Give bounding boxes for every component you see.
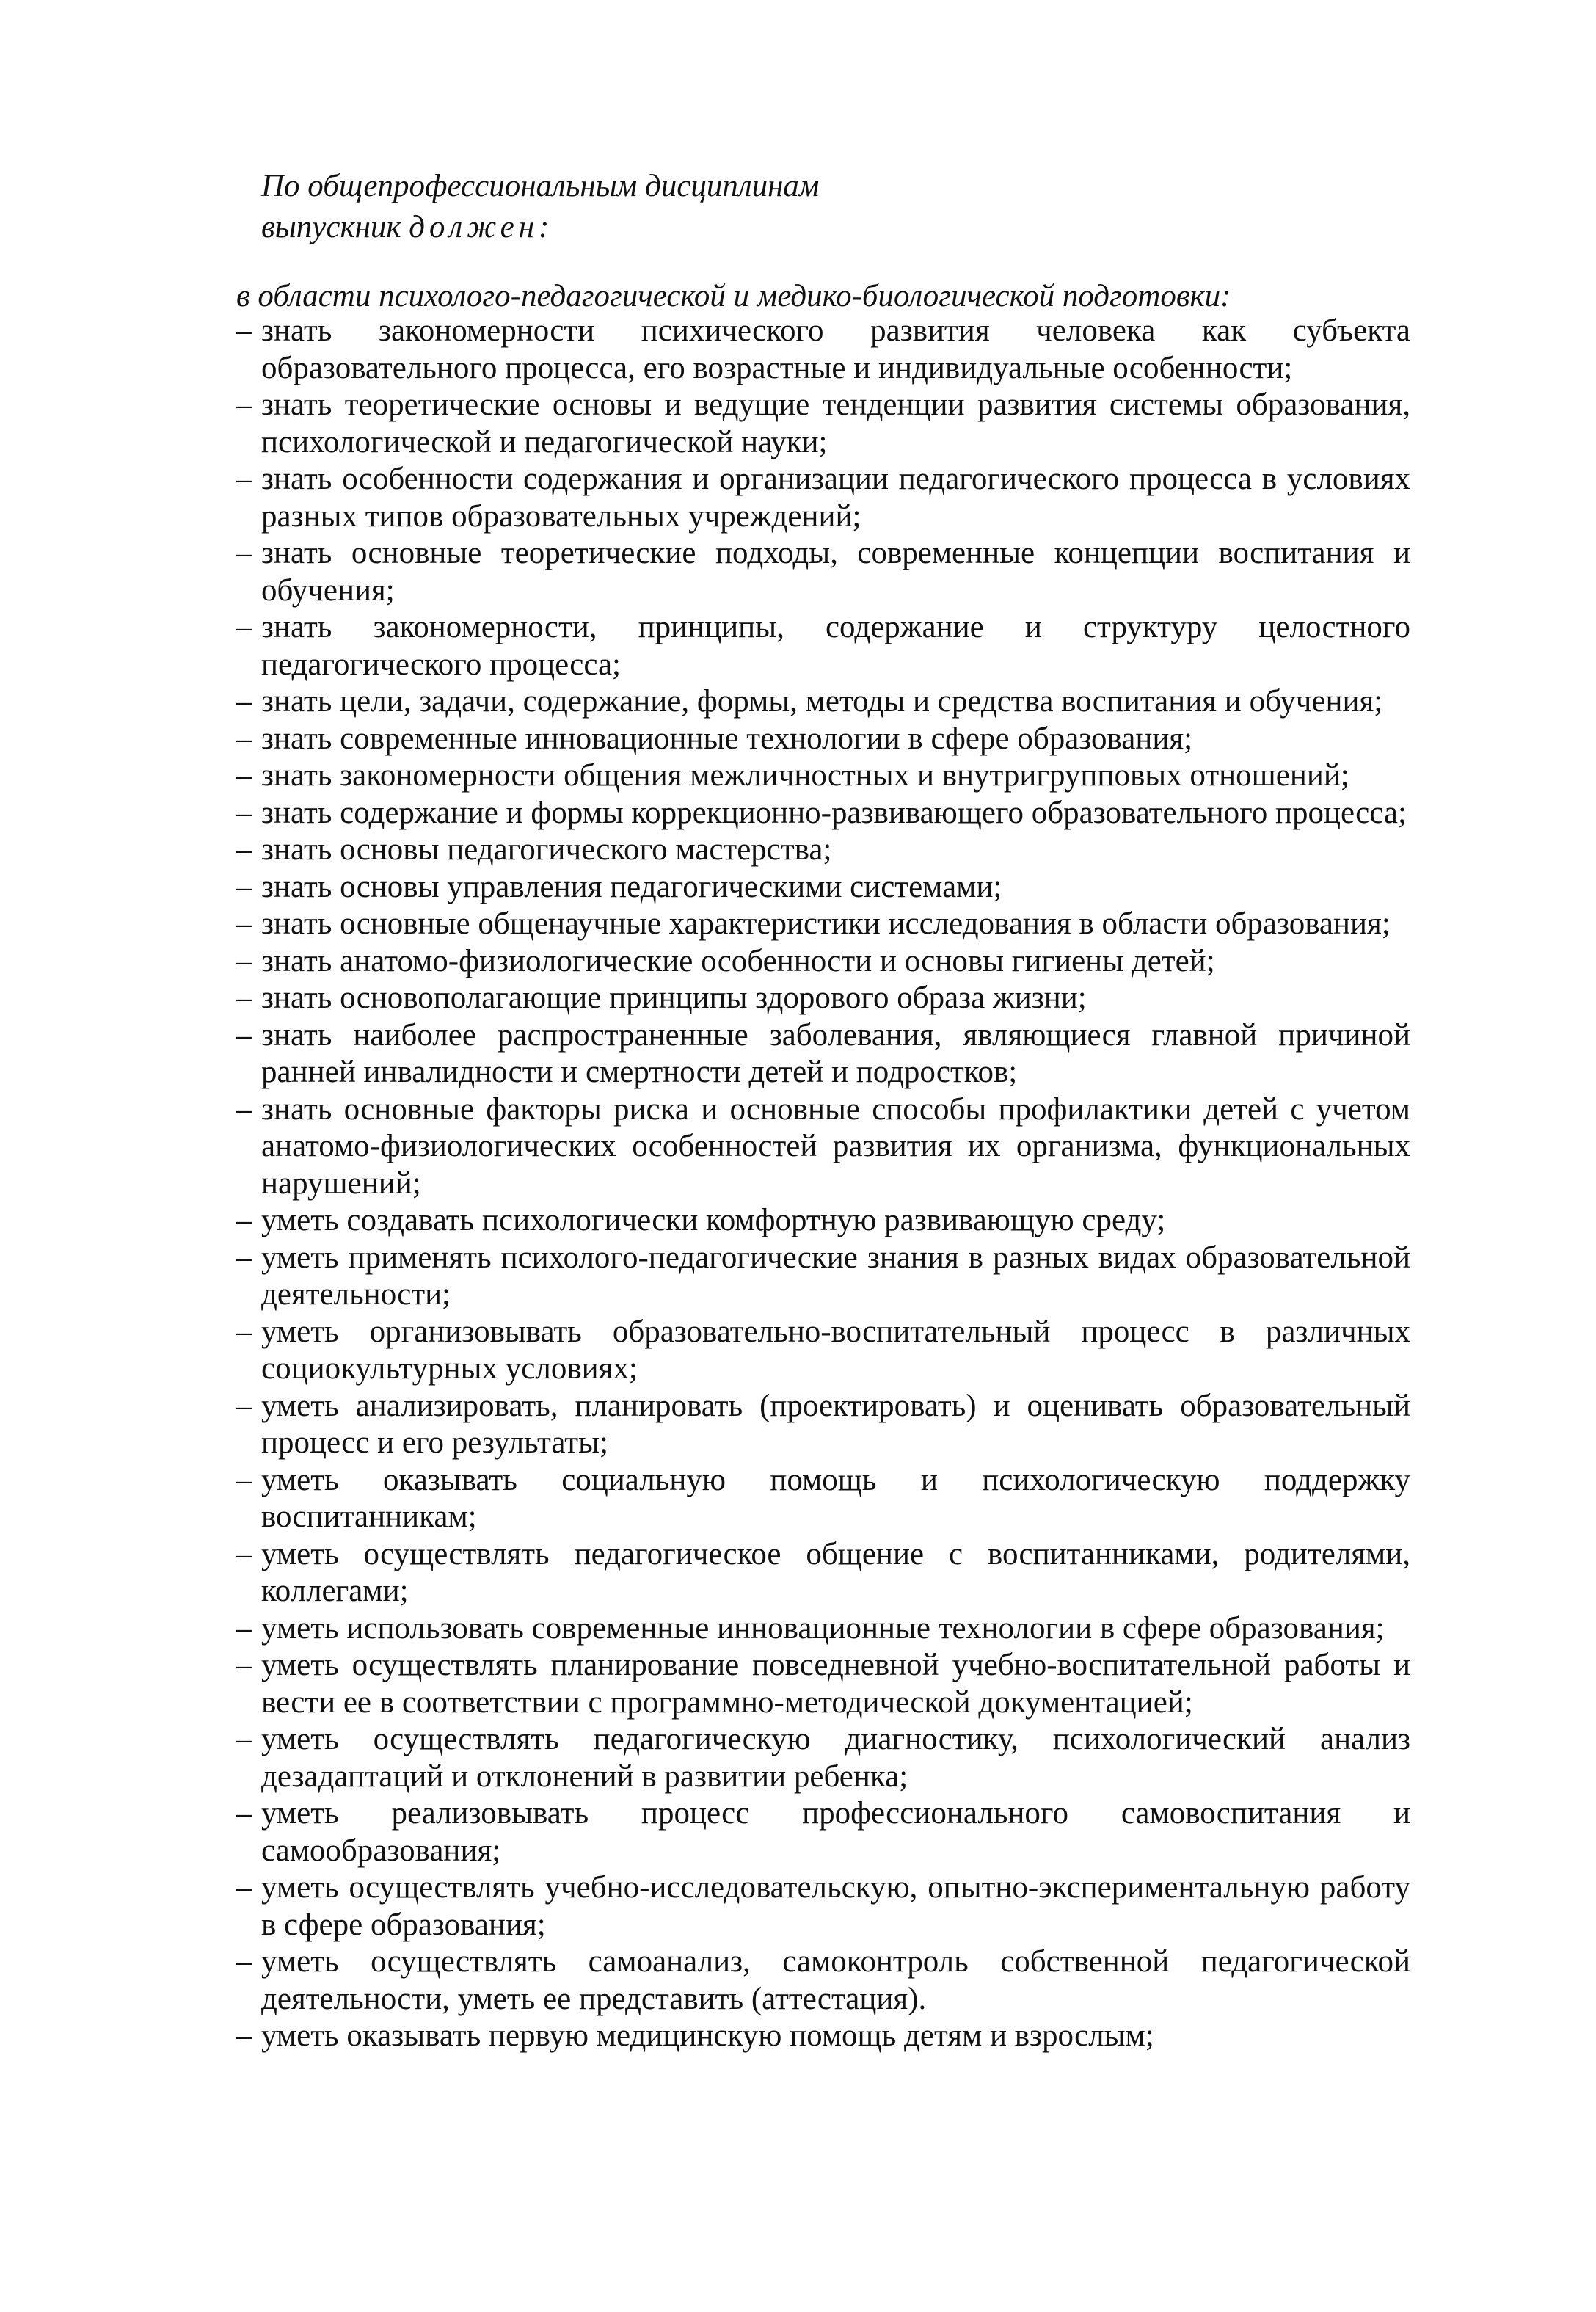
list-item-text: уметь осуществлять педагогическую диагностику, психологический анализ дезадаптаций и отклонений в развитии ребенка;	[261, 1722, 1410, 1794]
list-item-text: знать современные инновационные технологии в сфере образования;	[261, 721, 1193, 756]
list-item-text: знать основные общенаучные характеристики исследования в области образования;	[261, 906, 1391, 941]
list-item-text: знать наиболее распространенные заболевания, являющиеся главной причиной ранней инвалидности и смертности детей и подростков;	[261, 1017, 1410, 1089]
list-item	[236, 795, 1410, 832]
list-bullet: –	[236, 1240, 252, 1275]
list-item	[236, 1647, 1410, 1721]
list-item	[236, 1314, 1410, 1388]
list-item	[236, 1240, 1410, 1314]
list-bullet: –	[236, 462, 252, 496]
list-item-text: уметь создавать психологически комфортную развивающую среду;	[261, 1203, 1166, 1237]
list-item	[236, 721, 1410, 758]
list-item-text: знать основные факторы риска и основные способы профилактики детей с учетом анатомо-физиологических особенностей развития их организма, функциональных нарушений;	[261, 1091, 1410, 1201]
list-bullet: –	[236, 981, 252, 1015]
list-item	[236, 1388, 1410, 1462]
list-item-text: уметь осуществлять самоанализ, самоконтроль собственной педагогической деятельности, уметь ее представить (аттестация).	[261, 1944, 1410, 2016]
list-bullet: –	[236, 1462, 252, 1497]
list-item	[236, 535, 1410, 609]
list-bullet: –	[236, 1870, 252, 1905]
list-item-text: уметь анализировать, планировать (проектировать) и оценивать образовательный процесс и его результаты;	[261, 1388, 1410, 1460]
list-bullet: –	[236, 1648, 252, 1682]
list-item	[236, 609, 1410, 683]
list-item	[236, 1017, 1410, 1091]
list-bullet: –	[236, 1314, 252, 1349]
list-item	[236, 1795, 1410, 1869]
list-item	[236, 1536, 1410, 1610]
list-bullet: –	[236, 2018, 252, 2053]
list-bullet: –	[236, 906, 252, 941]
list-bullet: –	[236, 1722, 252, 1756]
list-bullet: –	[236, 943, 252, 978]
list-item	[236, 1721, 1410, 1795]
list-item-text: уметь использовать современные инновационные технологии в сфере образования;	[261, 1610, 1385, 1646]
list-bullet: –	[236, 610, 252, 644]
list-item	[236, 1202, 1410, 1240]
list-bullet: –	[236, 1017, 252, 1053]
list-bullet: –	[236, 1796, 252, 1831]
list-item-text: уметь осуществлять педагогическое общение с воспитанниками, родителями, коллегами;	[261, 1536, 1410, 1608]
list-bullet: –	[236, 313, 252, 348]
heading-line-2-prefix: выпускник	[261, 210, 409, 244]
list-bullet: –	[236, 1536, 252, 1571]
list-bullet: –	[236, 869, 252, 904]
list-bullet: –	[236, 684, 252, 719]
heading	[261, 166, 819, 248]
list-item	[236, 1944, 1410, 2018]
list-item	[236, 1610, 1410, 1648]
heading-line-2	[261, 207, 819, 248]
heading-line-2-emphasis: должен:	[409, 210, 554, 244]
list-item-text: знать особенности содержания и организации педагогического процесса в условиях разных типов образовательных учреждений;	[261, 462, 1410, 534]
list-item-text: уметь применять психолого-педагогические знания в разных видах образовательной деятельности;	[261, 1240, 1410, 1312]
list-item	[236, 869, 1410, 906]
list-item-text: уметь оказывать социальную помощь и психологическую поддержку воспитанникам;	[261, 1462, 1410, 1534]
list-item-text: знать теоретические основы и ведущие тенденции развития системы образования, психологической и педагогической науки;	[261, 388, 1410, 459]
list-item	[236, 832, 1410, 869]
list-item	[236, 2018, 1410, 2055]
list-item	[236, 906, 1410, 943]
list-item	[236, 943, 1410, 981]
list-item	[236, 683, 1410, 721]
list-item-text: знать цели, задачи, содержание, формы, методы и средства воспитания и обучения;	[261, 684, 1383, 719]
list-item-text: знать анатомо-физиологические особенности и основы гигиены детей;	[261, 943, 1215, 978]
list-bullet: –	[236, 536, 252, 570]
list-item-text: знать закономерности, принципы, содержание и структуру целостного педагогического процесса;	[261, 610, 1410, 682]
list-item-text: уметь реализовывать процесс профессионального самовоспитания и самообразования;	[261, 1796, 1410, 1868]
list-item-text: уметь оказывать первую медицинскую помощь детям и взрослым;	[261, 2018, 1154, 2053]
list-bullet: –	[236, 1944, 252, 1979]
list-item-text: знать закономерности общения межличностных и внутригрупповых отношений;	[261, 758, 1349, 793]
list-bullet: –	[236, 758, 252, 793]
list-item	[236, 387, 1410, 461]
list-bullet: –	[236, 795, 252, 830]
list-bullet: –	[236, 388, 252, 422]
list-bullet: –	[236, 1610, 252, 1646]
list-bullet: –	[236, 1091, 252, 1127]
list-bullet: –	[236, 1388, 252, 1423]
list-item	[236, 461, 1410, 535]
section-title: в области психолого-педагогической и медико-биологической подготовки:	[236, 279, 1231, 313]
list-item-text: знать основы управления педагогическими системами;	[261, 869, 1002, 904]
list-item	[236, 1869, 1410, 1944]
list-item	[236, 1091, 1410, 1203]
list-item-text: знать основополагающие принципы здорового образа жизни;	[261, 981, 1087, 1015]
list-item	[236, 757, 1410, 795]
list-item	[236, 1462, 1410, 1536]
list-bullet: –	[236, 721, 252, 756]
list-item-text: уметь осуществлять учебно-исследовательскую, опытно-экспериментальную работу в сфере образования;	[261, 1870, 1410, 1942]
list-bullet: –	[236, 1203, 252, 1237]
list-item-text: знать основные теоретические подходы, современные концепции воспитания и обучения;	[261, 536, 1410, 608]
list-item-text: уметь осуществлять планирование повседневной учебно-воспитательной работы и вести ее в соответствии с программно-методической документацией;	[261, 1648, 1410, 1720]
list-item	[236, 980, 1410, 1017]
list-item	[236, 313, 1410, 387]
list-item-text: знать закономерности психического развития человека как субъекта образовательного процесса, его возрастные и индивидуальные особенности;	[261, 313, 1410, 385]
heading-line-1: По общепрофессиональным дисциплинам	[261, 169, 820, 203]
list-item-text: знать содержание и формы коррекционно-развивающего образовательного процесса;	[261, 795, 1407, 830]
list-bullet: –	[236, 832, 252, 867]
requirements-list	[236, 313, 1410, 2055]
list-item-text: уметь организовывать образовательно-воспитательный процесс в различных социокультурных условиях;	[261, 1314, 1410, 1386]
list-item-text: знать основы педагогического мастерства;	[261, 832, 832, 867]
